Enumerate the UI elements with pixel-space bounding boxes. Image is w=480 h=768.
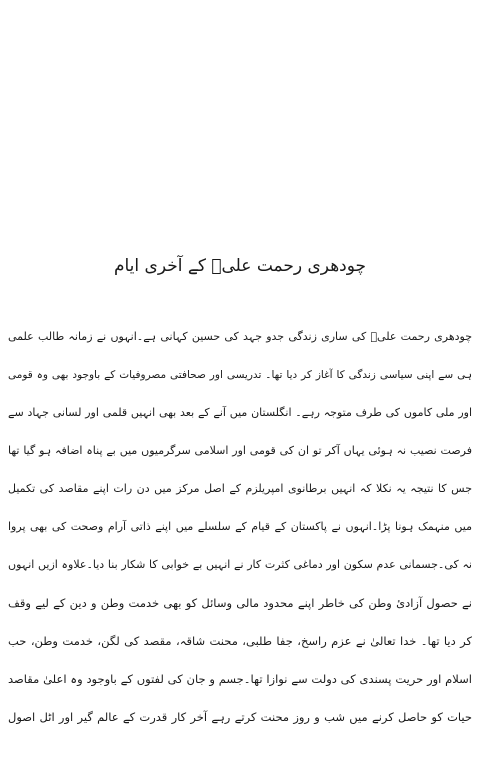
text-line: ہی سے اپنی سیاسی زندگی کا آغاز کر دیا تھا۔ تدریسی اور صحافتی مصروفیات کے باوجود بھی وہ قومی [8,369,472,381]
text-line: نہ کی۔جسمانی عدم سکون اور دماغی کثرت کار نے انہیں بے خوابی کا شکار بنا دیا۔علاوہ ازیں انہوں [8,558,472,571]
text-line: چودھری رحمت علیؒ کی ساری زندگی جدو جہد کی حسین کہانی ہے۔انہوں نے زمانہ طالب علمی [8,330,472,343]
text-line: میں منہمک ہونا پڑا۔انہوں نے پاکستان کے قیام کے سلسلے میں اپنے ذاتی آرام وصحت کی بھی پروا [8,520,472,533]
text-line: حیات کو حاصل کرنے میں شب و روز محنت کرتے رہے آخر کار قدرت کے عالم گیر اور اٹل اصول [8,710,472,724]
text-line: فرصت نصیب نہ ہوئی یہاں آکر تو ان کی قومی اور اسلامی سرگرمیوں میں بے پناہ اضافہ ہو گیا تھا [8,444,472,457]
chapter-title: چودھری رحمت علیؒ کے آخری ایام [113,256,367,276]
text-line: اور ملی کاموں کی طرف متوجہ رہے۔ انگلستان میں آنے کے بعد بھی انہیں قلمی اور لسانی جہاد سے [8,406,472,419]
text-line: جس کا نتیجہ یہ نکلا کہ انہیں برطانوی امپریلزم کے اصل مرکز میں دن رات اپنے مقاصد کی تکمیل [8,482,472,495]
text-line: اسلام اور حریت پسندی کی دولت سے نوازا تھا۔جسم و جان کی لفتوں کے باوجود وہ اعلیٰ مقاصد [8,672,472,686]
body-paragraph [8,318,472,736]
text-line: نے حصول آزادیٔ وطن کی خاطر اپنے محدود مالی وسائل کو بھی خدمت وطن و دین کے لیے وقف [8,596,472,610]
text-line: کر دیا تھا۔ خدا تعالیٰ نے عزم راسخ، جفا طلبی، محنت شاقہ، مقصد کی لگن، خدمت وطن، حب [8,634,472,648]
